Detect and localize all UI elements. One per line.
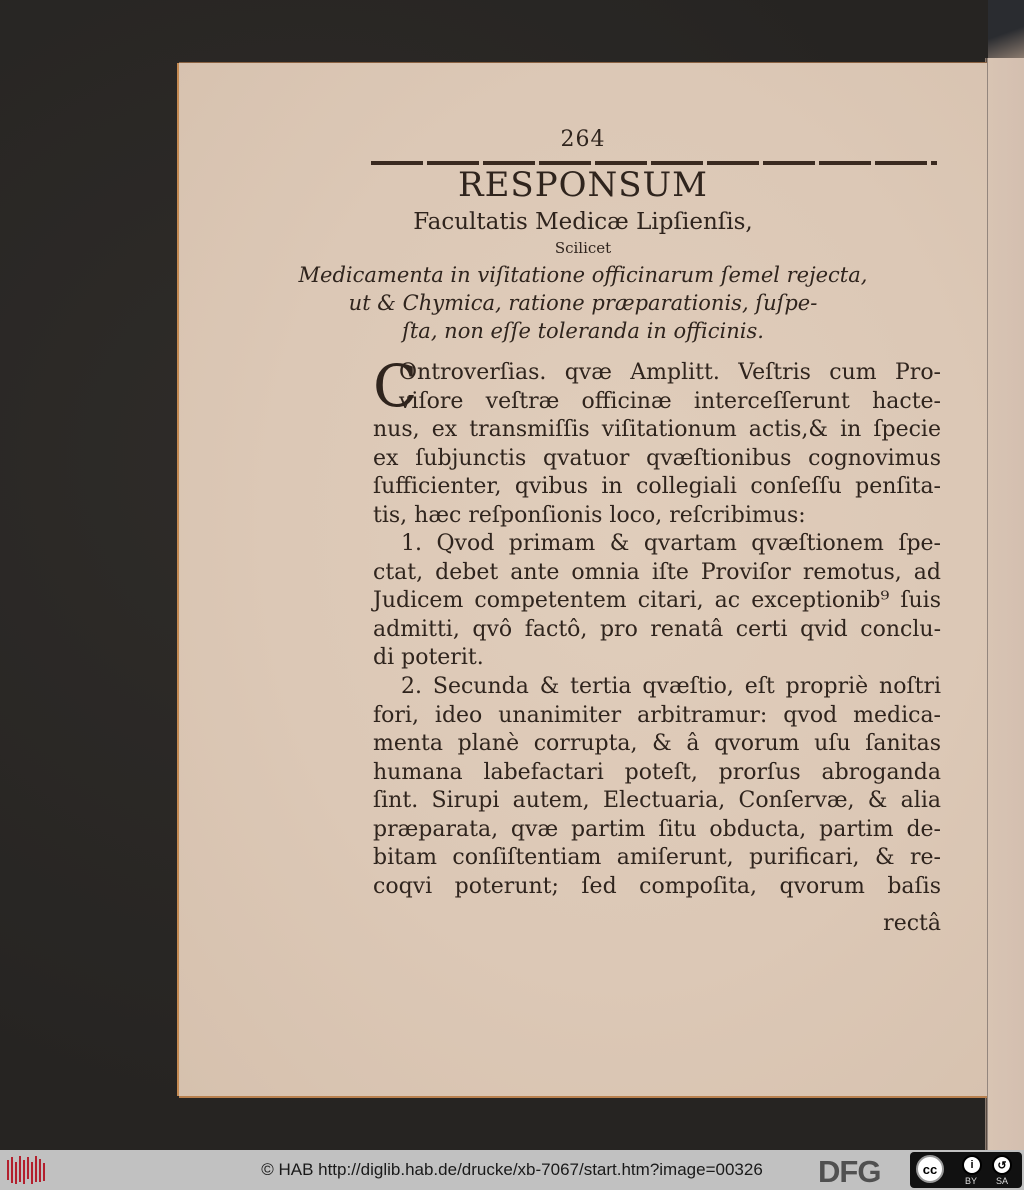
text-line: Ontroverſias. qvæ Amplitt. Veſtris cum Pro- [399,360,941,385]
text-line: 1. Qvod primam & qvartam qvæſtionem ſpe- [401,531,941,556]
cc-icon: cc [916,1155,944,1183]
by-label: BY [965,1176,978,1186]
share-alike-icon: ↺ [992,1155,1012,1175]
text-line: ſint. Sirupi autem, Electuaria, Conſervæ, & alia [373,788,941,813]
subtitle: Facultatis Medicæ Lipſienſis, [413,209,753,235]
text-line: humana labefactari poteſt, prorſus abroganda [373,759,941,785]
page-number: 264 [560,127,606,152]
scilicet-line: Scilicet [554,239,612,257]
text-line: ctat, debet ante omnia iſte Proviſor remotus, ad [373,559,941,585]
text-line: ex ſubjunctis qvatuor qvæſtionibus cognovimus [373,445,941,471]
text-line: admitti, qvô factô, pro renatâ certi qvid conclu- [373,616,941,642]
attribution-icon: i [962,1155,982,1175]
italic-heading-line: ſta, non eſſe toleranda in officinis. [402,319,764,343]
text-line: coqvi poterunt; ſed compoſita, qvorum baſis [373,873,941,899]
cc-license-badge[interactable] [910,1152,1022,1188]
book-page [179,63,987,1096]
italic-heading-line: ut & Chymica, ratione præparationis, ſuſpe- [348,291,818,315]
text-line: fori, ideo unanimiter arbitramur: qvod medica- [373,702,941,728]
text-line: tis, hæc reſponſionis loco, reſcribimus: [373,502,806,528]
sa-label: SA [996,1176,1009,1186]
text-line: bitam conſiſtentiam amiſerunt, purificari, & re- [373,845,941,870]
text-line: di poterit. [373,645,484,670]
text-line: nus, ex transmiſſis viſitationum actis,& in ſpecie [373,417,941,442]
catchword: rectâ [883,911,941,936]
next-page-shadow [988,0,1024,58]
page-title: RESPONSUM [458,165,708,205]
page-content [179,63,987,1096]
text-line: præparata, qvæ partim ſitu obducta, partim de- [373,816,941,842]
adjacent-page-strip [988,58,1024,1150]
text-line: Judicem competentem citari, ac exceptionib⁹ ſuis [373,588,941,613]
paragraph-item-1 [373,530,941,673]
drop-cap: C [373,352,418,420]
text-line: viſore veſtræ officinæ interceſſerunt hacte- [399,388,941,414]
paragraph-item-2 [373,673,941,901]
text-line: ſufficienter, qvibus in collegiali conſeſſu penſita- [373,474,941,499]
dfg-logo[interactable]: DFG [818,1154,881,1189]
copyright-url-link[interactable]: © HAB http://diglib.hab.de/drucke/xb-7067/start.htm?image=00326 [261,1160,763,1179]
footer-bar [0,1150,1024,1190]
italic-heading-line: Medicamenta in viſitatione officinarum ſemel rejecta, [298,263,868,287]
paragraph-intro [373,352,941,530]
text-line: menta planè corrupta, & â qvorum uſu ſanitas [373,731,941,756]
text-line: 2. Secunda & tertia qvæſtio, eſt propriè noſtri [401,674,941,699]
